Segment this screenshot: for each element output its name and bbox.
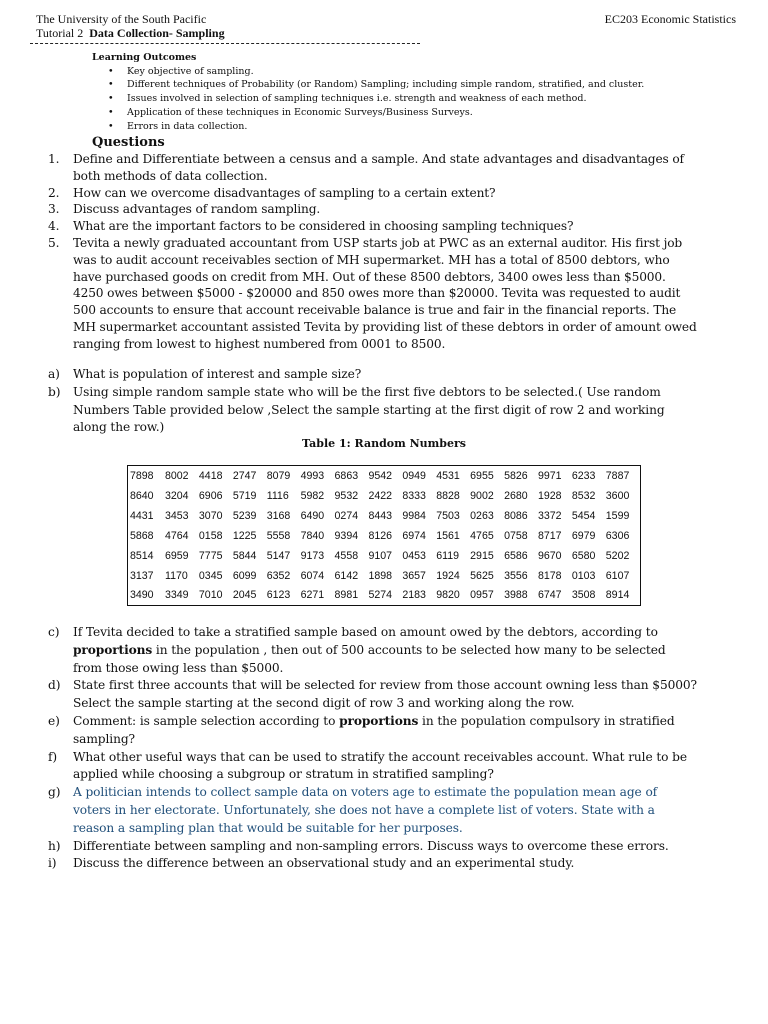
random-number-cell: 1225 [232,529,257,542]
random-number-cell: 8178 [537,569,562,582]
random-number-cell: 3657 [402,569,426,582]
question-number: 4. [48,219,60,234]
random-number-cell: 3349 [165,589,189,602]
question-text: What are the important factors to be considered in choosing sampling techniques? [73,219,574,234]
random-number-cell: 5868 [130,529,154,542]
random-number-cell: 5147 [266,549,291,562]
random-number-cell: 9984 [402,509,426,522]
random-number-cell: 6747 [537,589,562,602]
random-number-cell: 8914 [605,589,630,602]
random-number-cell: 9002 [470,489,494,502]
random-number-cell: 4764 [165,529,189,542]
sub-question-i [48,855,698,873]
random-number-cell: 9532 [334,489,359,502]
sub-question-text: What is population of interest and sample size? [73,367,362,381]
random-number-cell: 1898 [368,569,393,582]
question-number: 3. [48,202,60,217]
random-number-cell: 6580 [571,549,596,562]
random-number-cell: 8981 [334,589,359,602]
question-text: Discuss advantages of random sampling. [73,202,321,217]
random-row [128,526,641,546]
random-number-cell: 2747 [232,469,257,482]
question-number: 2. [48,185,60,200]
random-number-cell: 7887 [605,469,630,482]
random-number-cell: 9173 [300,549,325,562]
sub-question-text-highlighted: A politician intends to collect sample data on voters age to estimate the population mean age of voters in her electorate. Unfortunately, she does not have a complete list of voters. State with a reason a sampling plan that would be suitable for her purposes. [73,785,658,835]
random-number-cell: 4765 [470,529,494,542]
random-number-cell: 7775 [198,549,223,562]
sub-question-d [48,677,698,713]
random-number-cell: 0263 [470,509,494,522]
question-item [48,235,698,353]
random-number-cell: 8828 [436,489,460,502]
random-number-cell: 9971 [537,469,562,482]
random-number-cell: 6352 [266,569,291,582]
sub-question-label: e) [48,713,60,728]
random-number-cell: 3556 [504,569,528,582]
sub-question-f [48,749,698,785]
sub-question-text-part: in the population compulsory in stratified sampling? [73,713,675,746]
sub-question-a [48,366,698,384]
sub-question-g [48,784,698,837]
random-number-cell: 0345 [198,569,223,582]
random-number-cell: 9542 [368,469,393,482]
random-number-cell: 6233 [571,469,596,482]
sub-question-label: b) [48,384,61,399]
random-number-cell: 2680 [504,489,528,502]
learning-outcome-item: • Application of these techniques in Economic Surveys/Business Surveys. [108,106,644,120]
random-number-cell: 1170 [165,569,188,582]
learning-outcome-item: • Key objective of sampling. [108,65,644,79]
random-number-cell: 3168 [266,509,291,522]
random-number-cell: 6142 [334,569,359,582]
random-number-cell: 6074 [300,569,325,582]
random-number-cell: 3508 [571,589,596,602]
random-number-cell: 8443 [368,509,393,522]
random-number-cell: 0453 [402,549,426,562]
learning-outcomes [92,51,644,133]
random-number-cell: 2422 [368,489,393,502]
tutorial-topic: Data Collection- Sampling [89,26,225,40]
random-number-cell: 1928 [537,489,562,502]
university-name: The University of the South Pacific [36,12,207,26]
random-number-cell: 0957 [470,589,494,602]
sub-question-c [48,624,698,677]
question-text: Tevita a newly graduated accountant from USP starts job at PWC as an external auditor. His first job was to audit account receivables section of MH supermarket. MH has a total of 8500 debtors, who have purchased goods on credit from MH. Out of these 8500 debtors, 3400 owes less than $5000. 4250 owes between $5000 - $20000 and 850 owes more than $20000. Tevita was requested to audit 500 accounts to ensure that account receivable balance is true and fair in the financial reports. The MH supermarket accountant assisted Tevita by providing list of these debtors in order of amount owed ranging from lowest to highest numbered from 0001 to 8500. [73,235,697,351]
sub-question-text: State first three accounts that will be selected for review from those account owning less than $5000? Select the sample starting at the second digit of row 3 and working along the row. [73,678,697,711]
random-number-cell: 8717 [537,529,562,542]
random-number-cell: 6119 [436,549,460,562]
random-number-cell: 5719 [232,489,257,502]
question-text: How can we overcome disadvantages of sampling to a certain extent? [73,185,496,200]
random-number-cell: 1924 [436,569,460,582]
random-number-cell: 7503 [436,509,460,522]
random-number-cell: 7898 [130,469,154,482]
random-number-cell: 0949 [402,469,426,482]
sub-question-label: h) [48,838,61,853]
random-number-cell: 0758 [504,529,528,542]
random-number-cell: 6906 [198,489,223,502]
random-number-cell: 0103 [571,569,596,582]
sub-question-text: Discuss the difference between an observational study and an experimental study. [73,856,575,871]
random-number-cell: 8532 [571,489,596,502]
question-text: Define and Differentiate between a census and a sample. And state advantages and disadvantages of both methods of data collection. [73,152,684,183]
random-number-cell: 6107 [605,569,630,582]
tutorial-title [36,26,225,40]
random-number-cell: 4431 [130,509,154,522]
sub-question-h [48,838,698,856]
random-number-cell: 7010 [198,589,223,602]
sub-question-label: d) [48,678,61,693]
random-number-cell: 5202 [605,549,630,562]
random-row [128,486,641,506]
sub-question-text-part: in the population , then out of 500 accounts to be selected how many to be selected from those owing less than $5000. [73,642,666,675]
learning-outcome-item: • Issues involved in selection of sampling techniques i.e. strength and weakness of each method. [108,92,644,106]
sub-question-text [73,624,698,677]
random-number-cell: 3490 [130,589,154,602]
random-numbers-table [127,465,641,606]
random-number-cell: 2183 [402,589,426,602]
questions-heading: Questions [92,135,165,150]
random-number-cell: 9670 [537,549,562,562]
question-item [48,218,698,235]
random-number-cell: 3137 [130,569,154,582]
tutorial-prefix: Tutorial 2 [36,26,84,40]
question-number: 1. [48,152,60,166]
random-number-cell: 3988 [504,589,528,602]
random-number-cell: 8002 [165,469,189,482]
random-number-cell: 4531 [436,469,460,482]
random-number-cell: 5982 [300,489,325,502]
random-number-cell: 2045 [232,589,257,602]
random-number-cell: 8079 [266,469,291,482]
sub-question-b [48,384,698,437]
table-caption: Table 1: Random Numbers [302,437,466,450]
questions-list [48,151,698,353]
random-number-cell: 3453 [165,509,189,522]
random-number-cell: 3204 [165,489,189,502]
random-number-cell: 9107 [368,549,393,562]
question-item [48,151,698,185]
random-number-cell: 6271 [300,589,325,602]
sub-question-label: i) [48,856,57,871]
question-item [48,201,698,218]
random-number-cell: 5274 [368,589,393,602]
sub-question-label: c) [48,625,60,639]
random-number-cell: 6306 [605,529,630,542]
random-number-cell: 3600 [605,489,630,502]
random-row [128,546,641,566]
random-number-cell: 8126 [368,529,393,542]
random-number-cell: 8086 [504,509,528,522]
random-number-cell: 8514 [130,549,154,562]
random-number-cell: 5844 [232,549,257,562]
random-number-cell: 3070 [198,509,223,522]
random-number-cell: 3372 [537,509,562,522]
emphasis-proportions: proportions [73,642,153,657]
random-number-cell: 6123 [266,589,291,602]
random-number-cell: 2915 [470,549,494,562]
learning-outcomes-title: Learning Outcomes [92,52,197,63]
sub-question-text-part: If Tevita decided to take a stratified sample based on amount owed by the debtors, according to [73,625,658,639]
random-number-cell: 5239 [232,509,257,522]
sub-question-label: a) [48,367,60,381]
random-number-cell: 9394 [334,529,359,542]
course-code: EC203 Economic Statistics [604,12,736,26]
random-row [128,566,641,586]
random-number-cell: 7840 [300,529,325,542]
random-number-cell: 1599 [605,509,630,522]
sub-questions-ci [48,624,698,873]
sub-question-label: f) [48,749,58,764]
random-number-cell: 5558 [266,529,291,542]
sub-questions-ab [48,366,698,437]
header-divider [30,43,420,44]
random-number-cell: 6979 [571,529,596,542]
random-number-cell: 0158 [198,529,223,542]
sub-question-text: Using simple random sample state who will be the first five debtors to be selected.( Use random Numbers Table provided below ,Select the sample starting at the first digit of row 2 and working along the row.) [73,384,665,435]
sub-question-text-part: Comment: is sample selection according to [73,713,340,728]
question-item [48,185,698,202]
learning-outcomes-list [108,65,644,134]
question-number: 5. [48,235,60,250]
random-number-cell: 8333 [402,489,426,502]
random-number-cell: 5826 [504,469,528,482]
random-number-cell: 1116 [266,489,289,502]
sub-question-e [48,713,698,749]
random-number-cell: 6959 [165,549,189,562]
random-number-cell: 5454 [571,509,596,522]
learning-outcome-item: • Errors in data collection. [108,120,644,134]
random-number-cell: 6955 [470,469,494,482]
random-row [128,506,641,526]
sub-question-text: What other useful ways that can be used to stratify the account receivables account. What rule to be applied while choosing a subgroup or stratum in stratified sampling? [73,749,687,782]
random-number-cell: 5625 [470,569,494,582]
learning-outcome-item: • Different techniques of Probability (or Random) Sampling; including simple random, stratified, and cluster. [108,78,644,92]
random-number-cell: 6863 [334,469,359,482]
random-number-cell: 6099 [232,569,257,582]
random-number-cell: 1561 [436,529,460,542]
random-number-cell: 6586 [504,549,528,562]
sub-question-text [73,713,698,749]
random-number-cell: 4993 [300,469,325,482]
emphasis-proportions: proportions [339,713,419,728]
random-number-cell: 0274 [334,509,359,522]
random-number-cell: 6974 [402,529,426,542]
random-number-cell: 9820 [436,589,460,602]
random-number-cell: 4558 [334,549,359,562]
sub-question-label: g) [48,785,61,800]
random-number-cell: 8640 [130,489,154,502]
random-row [128,586,641,606]
random-number-cell: 6490 [300,509,325,522]
random-row [128,466,641,486]
sub-question-text: Differentiate between sampling and non-sampling errors. Discuss ways to overcome these errors. [73,838,669,853]
random-number-cell: 4418 [198,469,223,482]
